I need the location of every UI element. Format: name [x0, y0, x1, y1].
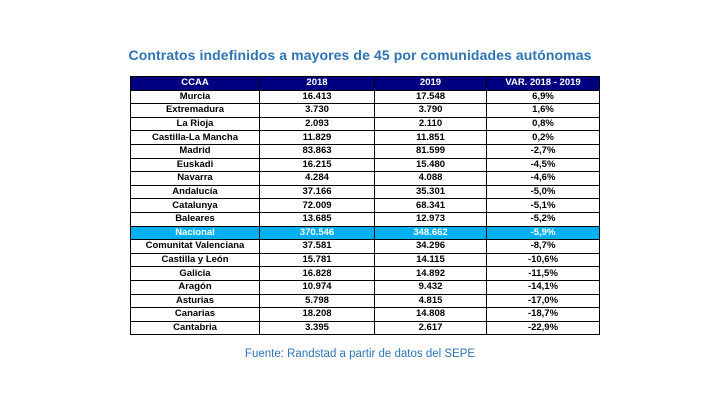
cell-2018: 72.009 — [260, 199, 375, 213]
cell-variation: -18,7% — [487, 308, 600, 322]
cell-variation: -5,9% — [487, 226, 600, 240]
table-header-row — [131, 77, 600, 91]
cell-2018: 37.166 — [260, 185, 375, 199]
table-row — [131, 308, 600, 322]
cell-2018: 16.413 — [260, 90, 375, 104]
cell-ccaa: Navarra — [131, 172, 260, 186]
cell-ccaa: Galicia — [131, 267, 260, 281]
cell-variation: -14,1% — [487, 280, 600, 294]
cell-variation: -4,6% — [487, 172, 600, 186]
cell-2019: 348.662 — [375, 226, 487, 240]
table-row — [131, 172, 600, 186]
header-2018: 2018 — [260, 77, 375, 91]
cell-variation: -11,5% — [487, 267, 600, 281]
cell-ccaa: Euskadi — [131, 158, 260, 172]
cell-2018: 2.093 — [260, 117, 375, 131]
header-2019: 2019 — [375, 77, 487, 91]
cell-ccaa: Asturias — [131, 294, 260, 308]
cell-ccaa: Nacional — [131, 226, 260, 240]
cell-2019: 3.790 — [375, 104, 487, 118]
cell-2019: 2.617 — [375, 321, 487, 335]
cell-variation: -5,0% — [487, 185, 600, 199]
table-row — [131, 199, 600, 213]
cell-2019: 14.115 — [375, 253, 487, 267]
table-row-national-total — [131, 226, 600, 240]
cell-variation: -22,9% — [487, 321, 600, 335]
cell-ccaa: Madrid — [131, 144, 260, 158]
cell-ccaa: Canarias — [131, 308, 260, 322]
cell-ccaa: Andalucía — [131, 185, 260, 199]
table-row — [131, 131, 600, 145]
cell-ccaa: La Rioja — [131, 117, 260, 131]
table-row — [131, 104, 600, 118]
cell-ccaa: Aragón — [131, 280, 260, 294]
cell-2019: 14.892 — [375, 267, 487, 281]
cell-2019: 11.851 — [375, 131, 487, 145]
header-ccaa: CCAA — [131, 77, 260, 91]
cell-2018: 3.730 — [260, 104, 375, 118]
table-row — [131, 294, 600, 308]
cell-2018: 5.798 — [260, 294, 375, 308]
cell-2019: 4.815 — [375, 294, 487, 308]
table-row — [131, 158, 600, 172]
table-row — [131, 321, 600, 335]
cell-2019: 9.432 — [375, 280, 487, 294]
data-table — [130, 76, 600, 335]
cell-2018: 16.215 — [260, 158, 375, 172]
cell-ccaa: Castilla-La Mancha — [131, 131, 260, 145]
cell-2018: 16.828 — [260, 267, 375, 281]
cell-variation: -8,7% — [487, 240, 600, 254]
table-row — [131, 117, 600, 131]
cell-variation: -4,5% — [487, 158, 600, 172]
page-title: Contratos indefinidos a mayores de 45 por comunidades autónomas — [128, 47, 592, 63]
table-row — [131, 280, 600, 294]
cell-ccaa: Cantabria — [131, 321, 260, 335]
cell-ccaa: Extremadura — [131, 104, 260, 118]
cell-2018: 83.863 — [260, 144, 375, 158]
cell-2018: 15.781 — [260, 253, 375, 267]
cell-2019: 17.548 — [375, 90, 487, 104]
cell-2019: 12.973 — [375, 212, 487, 226]
cell-variation: -17,0% — [487, 294, 600, 308]
source-note: Fuente: Randstad a partir de datos del SEPE — [244, 348, 476, 360]
table-row — [131, 185, 600, 199]
cell-2018: 3.395 — [260, 321, 375, 335]
cell-variation: 0,8% — [487, 117, 600, 131]
cell-variation: 6,9% — [487, 90, 600, 104]
cell-variation: -5,1% — [487, 199, 600, 213]
cell-2018: 11.829 — [260, 131, 375, 145]
table-row — [131, 267, 600, 281]
cell-variation: 0,2% — [487, 131, 600, 145]
cell-2018: 13.685 — [260, 212, 375, 226]
table-row — [131, 240, 600, 254]
table-row — [131, 212, 600, 226]
cell-2018: 4.284 — [260, 172, 375, 186]
cell-ccaa: Baleares — [131, 212, 260, 226]
cell-2019: 81.599 — [375, 144, 487, 158]
cell-2019: 68.341 — [375, 199, 487, 213]
cell-2019: 35.301 — [375, 185, 487, 199]
cell-2018: 10.974 — [260, 280, 375, 294]
cell-ccaa: Castilla y León — [131, 253, 260, 267]
cell-variation: -2,7% — [487, 144, 600, 158]
cell-variation: -5,2% — [487, 212, 600, 226]
cell-ccaa: Murcia — [131, 90, 260, 104]
cell-2019: 14.808 — [375, 308, 487, 322]
cell-ccaa: Catalunya — [131, 199, 260, 213]
table-row — [131, 253, 600, 267]
cell-2019: 34.296 — [375, 240, 487, 254]
cell-2019: 4.088 — [375, 172, 487, 186]
cell-2018: 18.208 — [260, 308, 375, 322]
cell-variation: -10,6% — [487, 253, 600, 267]
cell-2018: 37.581 — [260, 240, 375, 254]
cell-2018: 370.546 — [260, 226, 375, 240]
cell-2019: 2.110 — [375, 117, 487, 131]
cell-variation: 1,6% — [487, 104, 600, 118]
table-row — [131, 144, 600, 158]
table-row — [131, 90, 600, 104]
cell-2019: 15.480 — [375, 158, 487, 172]
header-variation: VAR. 2018 - 2019 — [487, 77, 600, 91]
cell-ccaa: Comunitat Valenciana — [131, 240, 260, 254]
